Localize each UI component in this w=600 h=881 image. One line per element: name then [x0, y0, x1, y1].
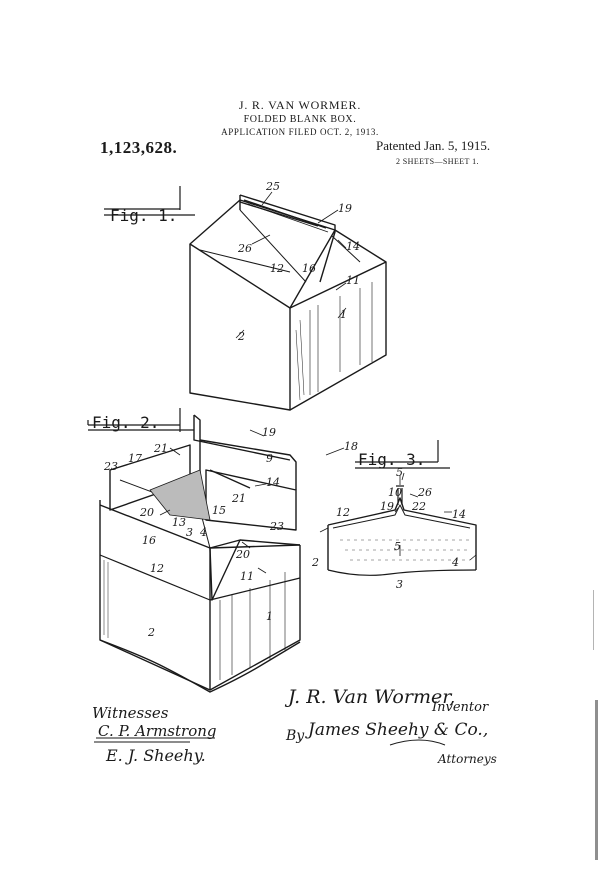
ref-fig3-6: 12: [336, 506, 350, 519]
ref-fig1-1: 19: [338, 202, 352, 215]
inventor-name: J. R. VAN WORMER.: [238, 98, 362, 112]
ref-fig1-4: 12: [270, 262, 284, 275]
ref-fig3-4: 22: [412, 500, 426, 513]
attorneys-label: Attorneys: [438, 752, 497, 766]
ref-fig1-5: 16: [302, 262, 316, 275]
invention-title: FOLDED BLANK BOX.: [243, 114, 357, 125]
ref-fig2-7: 20: [140, 506, 154, 519]
ref-fig1-2: 26: [238, 242, 252, 255]
sheet-count: 2 SHEETS—SHEET 1.: [396, 157, 479, 166]
ref-fig3-10: 3: [396, 578, 403, 591]
ref-fig1-7: 2: [238, 330, 245, 343]
fig2-drawing: [88, 408, 300, 692]
inventor-label: Inventor: [432, 700, 489, 715]
ref-fig2-8: 13: [172, 516, 186, 529]
ref-fig3-8: 2: [312, 556, 319, 569]
ref-fig2-3: 21: [154, 442, 168, 455]
ref-fig2-0: 19: [262, 426, 276, 439]
witness-signature-2: E. J. Sheehy.: [106, 746, 206, 765]
fig1-label: Fig. 1.: [110, 206, 178, 225]
ref-fig3-5: 14: [452, 508, 466, 521]
ref-fig2-11: 15: [212, 504, 226, 517]
fig2-label: Fig. 2.: [92, 413, 160, 432]
ref-fig3-9: 4: [452, 556, 459, 569]
ref-fig2-5: 14: [266, 476, 280, 489]
ref-fig3-7: 5: [394, 540, 401, 553]
witnesses-label: Witnesses: [92, 704, 169, 722]
ref-fig2-13: 23: [270, 520, 284, 533]
scan-edge-mark: [593, 590, 594, 650]
application-filed: APPLICATION FILED OCT. 2, 1913.: [221, 127, 379, 137]
witness-signature-1: C. P. Armstrong: [98, 722, 217, 740]
scan-edge-mark: [595, 700, 598, 860]
ref-fig2-10: 4: [200, 526, 207, 539]
ref-fig2-1: 18: [344, 440, 358, 453]
attorneys-signature: James Sheehy & Co.,: [308, 720, 489, 740]
ref-fig2-17: 11: [240, 570, 254, 583]
fig2-refs: [103, 426, 358, 639]
ref-fig3-1: 10: [388, 486, 402, 499]
ref-fig2-16: 20: [236, 548, 250, 561]
ref-fig2-12: 21: [232, 492, 246, 505]
ref-fig2-19: 1: [266, 610, 273, 623]
patent-number: 1,123,628.: [100, 138, 178, 157]
fig3-refs: [311, 466, 466, 591]
by-label: By: [286, 728, 305, 744]
ref-fig2-15: 12: [150, 562, 164, 575]
ref-fig2-14: 16: [142, 534, 156, 547]
ref-fig1-0: 25: [266, 180, 280, 193]
patent-date: Patented Jan. 5, 1915.: [376, 138, 491, 153]
ref-fig3-0: 5: [396, 466, 403, 479]
ref-fig2-2: 17: [128, 452, 142, 465]
ref-fig2-18: 2: [148, 626, 155, 639]
ref-fig1-8: 1: [340, 308, 347, 321]
ref-fig1-6: 11: [346, 274, 360, 287]
ref-fig2-6: 9: [266, 452, 273, 465]
fig3-label: Fig. 3.: [358, 450, 426, 469]
inventor-signature: J. R. Van Wormer,: [288, 686, 456, 708]
ref-fig3-3: 19: [380, 500, 394, 513]
ref-fig2-9: 3: [186, 526, 193, 539]
ref-fig1-3: 14: [346, 240, 360, 253]
ref-fig2-4: 23: [104, 460, 118, 473]
ref-fig3-2: 26: [418, 486, 432, 499]
